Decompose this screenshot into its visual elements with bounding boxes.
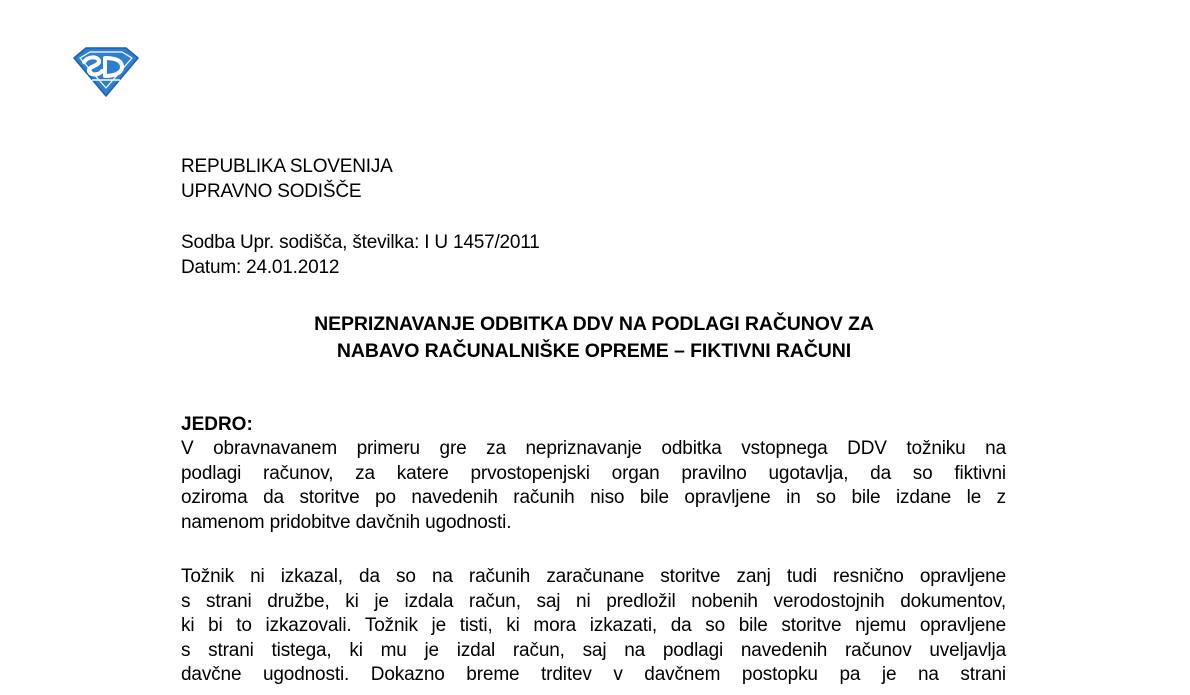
judgment-number: Sodba Upr. sodišča, številka: I U 1457/2011 xyxy=(181,232,540,253)
paragraph-line: oziroma da storitve po navedenih računih niso bile opravljene in so bile izdane le z xyxy=(181,487,1006,508)
paragraph-line: davčne ugodnosti. Dokazno breme trditev v davčnem postopku pa je na strani xyxy=(181,664,1006,685)
paragraph xyxy=(181,437,1006,535)
judgment-date: Datum: 24.01.2012 xyxy=(181,257,340,278)
paragraph-line: V obravnavanem primeru gre za nepriznavanje odbitka vstopnega DDV tožniku na xyxy=(181,438,1006,459)
paragraph-line: Tožnik ni izkazal, da so na računih zaračunane storitve zanj tudi resnično opravljene xyxy=(181,566,1006,587)
court-country: REPUBLIKA SLOVENIJA xyxy=(181,156,393,177)
paragraph-line: s strani tistega, ki mu je izdal račun, saj na podlagi navedenih računov uveljavlja xyxy=(181,639,1006,661)
section-heading-jedro: JEDRO: xyxy=(181,414,253,435)
court-heading xyxy=(181,154,393,204)
sd-logo-icon xyxy=(72,44,140,98)
document-title-line: NABAVO RAČUNALNIŠKE OPREME – FIKTIVNI RAČUNI xyxy=(336,340,852,362)
paragraph-line: s strani družbe, ki je izdala račun, saj ni predložil nobenih verodostojnih dokumentov, xyxy=(181,590,1006,612)
judgment-reference xyxy=(181,230,540,280)
paragraph-line: namenom pridobitve davčnih ugodnosti. xyxy=(181,511,512,533)
document-title xyxy=(181,311,1007,365)
paragraph-line: ki bi to izkazovali. Tožnik je tisti, ki mora izkazati, da so bile storitve njemu opravljene xyxy=(181,615,1006,636)
paragraph xyxy=(181,565,1006,688)
paragraph-line: podlagi računov, za katere prvostopenjski organ pravilno ugotavlja, da so fiktivni xyxy=(181,462,1006,484)
document-title-line: NEPRIZNAVANJE ODBITKA DDV NA PODLAGI RAČUNOV ZA xyxy=(314,313,874,335)
court-name: UPRAVNO SODIŠČE xyxy=(181,181,362,202)
